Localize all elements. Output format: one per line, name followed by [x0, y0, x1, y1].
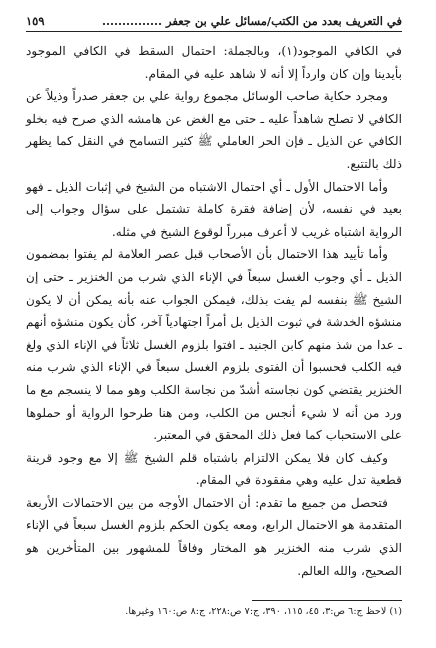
paragraph-4: وأما تأييد هذا الاحتمال بأن الأصحاب قبل عصر العلامة لم يفتوا بمضمون الذيل ـ أي وجوب الغسل سبعاً في الإناء الذي شرب من الخنزير ـ حتى إن الشيخ ﷺ بنفسه لم يفت بذلك، فيمكن الجواب عنه بأنه يمكن أن لا يكون منشؤه الخدشة في ثبوت الذيل بل أمراً اجتهادياً آخر، كأن يكون منشؤه أنهم ـ عدا من شذ منهم كابن الجنيد ـ افتوا بلزوم الغسل ثلاثاً في الإناء الذي ولغ فيه الكلب فحسبوا أن الفتوى بلزوم الغسل سبعاً في الإناء الذي شرب منه الخنزير يقتضي كون نجاسته أشدّ من نجاسة الكلب وهو مما لا ينسجم مع ما ورد من أنه لا شيء أنجس من الكلب، ومن هنا طرحوا الرواية أو حملوها على الاستحباب كما فعل ذلك المحقق في المعتبر.: [26, 247, 402, 443]
footnote-divider: [252, 600, 402, 601]
paragraph-5: وكيف كان فلا يمكن الالتزام باشتباه قلم الشيخ ﷺ إلا مع وجود قرينة قطعية تدل عليه وهي مفقودة في المقام.: [26, 450, 402, 488]
paragraph-6: فتحصل من جميع ما تقدم: أن الاحتمال الأوجه من بين الاحتمالات الأربعة المتقدمة هو الاحتمال الرابع، ومعه يكون الحكم بلزوم الغسل سبعاً في الإناء الذي شرب منه الخنزير هو المختار وفاقاً للمشهور بين المتأخرين هو الصحيح، والله العالم.: [26, 495, 402, 578]
page-body: [26, 40, 402, 582]
paragraph-1: في الكافي الموجود(١)، وبالجملة: احتمال السقط في الكافي الموجود بأيدينا وإن كان وارداً إلا أنه لا شاهد عليه في المقام.: [26, 44, 402, 81]
paragraph-2: ومجرد حكاية صاحب الوسائل مجموع رواية علي بن جعفر صدراً وذيلاً عن الكافي لا تصلح شاهداً عليه ـ حتى مع الغض عن هامشه الذي صرح فيه بخلو الكافي عن الذيل ـ فإن الحر العاملي ﷺ كثير التسامح في النقل كما يظهر ذلك بالتتبع.: [26, 89, 402, 171]
footnote: (١) لاحظ ج:٦ ص:٣، ٤٥، ١١٥، ٣٩٠، ج:٧ ص:٢٢٨، ج:٨ ص:١٦٠ وغيرها.: [125, 606, 402, 617]
running-title: في التعريف بعدد من الكتب/مسائل علي بن جعفر ...............: [101, 14, 402, 28]
page-header: [26, 14, 402, 32]
paragraph-3: وأما الاحتمال الأول ـ أي احتمال الاشتباه من الشيخ في إثبات الذيل ـ فهو بعيد في نفسه، لأن إضافة فقرة كاملة تشتمل على سؤال وجواب إلى الرواية اشتباه غريب لا أعرف مبرراً لوقوع الشيخ في مثله.: [26, 179, 402, 239]
page-number: ١٥٩: [26, 14, 45, 28]
